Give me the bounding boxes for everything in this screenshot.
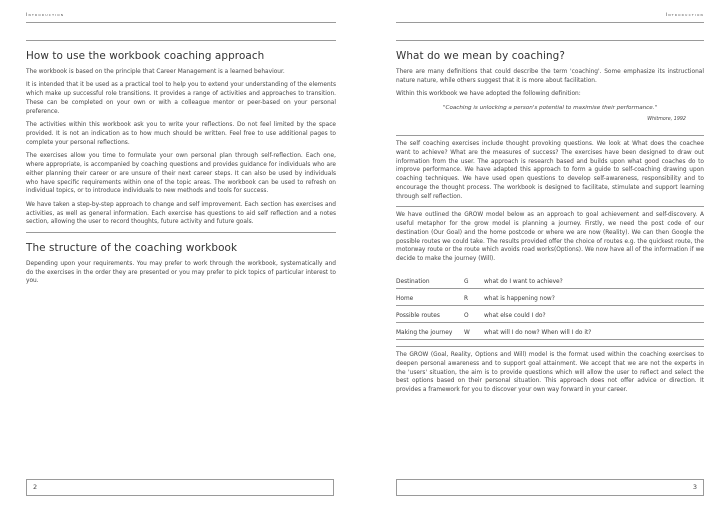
- grow-row-goal: [396, 272, 704, 289]
- section-title-workbook-approach: How to use the workbook coaching approach: [26, 50, 265, 62]
- grow-stage: Home: [396, 295, 414, 302]
- paragraph: It is intended that it be used as a practical tool to help you to extend your understanding of the elements which make up successful role transitions. It provides a range of activities and approaches to transition. These can be completed on your own or with a colleague mentor or peer-based on your personal preference.: [26, 82, 336, 115]
- header-rule: [26, 22, 336, 23]
- coaching-quote: "Coaching is unlocking a person's potential to maximise their performance.": [442, 104, 658, 111]
- paragraph: The exercises allow you time to formulate your own personal plan through self-reflection. Each one, where appropriate, is accompanied by coaching questions and provides guidance for individuals who are either planning their career or are unsure of their next career steps. It can also be used by individuals who have specific requirements within one of the topic areas. The workbook can be used to refresh on individual topics, or to introduce individuals to new methods and tools for success.: [26, 153, 336, 195]
- grow-row-options: [396, 306, 704, 323]
- grow-stage: Making the journey: [396, 329, 453, 336]
- page-number: 3: [692, 483, 697, 491]
- running-header: Introduction: [665, 13, 704, 18]
- grow-row-will: [396, 323, 704, 340]
- grow-letter: W: [464, 329, 470, 336]
- paragraph: The activities within this workbook ask you to write your reflections. Do not feel limited by the space provided. It is not an indication as to how much should be written. Feel free to use additional pages to complete your personal reflections.: [26, 122, 336, 146]
- right-page: [364, 0, 728, 515]
- paragraph: We have taken a step-by-step approach to change and self improvement. Each section has exercises and activities, as well as general information. Each exercise has questions to aid self reflection and a notes section, allowing the user to record thoughts, future activity and future goals.: [26, 201, 336, 226]
- right-content: [396, 40, 704, 400]
- quote-attribution: Whitmore, 1992: [647, 117, 686, 123]
- paragraph: The workbook is based on the principle that Career Management is a learned behaviour.: [26, 69, 285, 75]
- paragraph: Depending upon your requirements. You may prefer to work through the workbook, systematically and do the exercises in the order they are presented or you may prefer to pick topics of particular interest to you.: [26, 260, 336, 285]
- grow-question: what do I want to achieve?: [484, 278, 563, 285]
- section-rule: [396, 135, 704, 136]
- paragraph: The GROW (Goal, Reality, Options and Will) model is the format used within the coaching exercises to deepen personal awareness and to support goal attainment. We accept that we are not the experts in the 'users' situation, the aim is to provide questions which will allow the user to reflect and select the best options based on their personal situation. This approach does not offer advice or direction. It provides a framework for you to discover your own way forward in your career.: [396, 351, 704, 394]
- grow-stage: Destination: [396, 278, 430, 285]
- left-content: [26, 40, 336, 291]
- grow-letter: O: [464, 312, 469, 319]
- section-title-coaching: What do we mean by coaching?: [396, 50, 565, 62]
- header-rule: [396, 22, 704, 23]
- grow-question: what will I do now? When will I do it?: [484, 329, 592, 336]
- grow-question: what is happening now?: [484, 295, 555, 302]
- grow-row-reality: [396, 289, 704, 306]
- section-rule: [396, 206, 704, 207]
- paragraph: There are many definitions that could describe the term 'coaching'. Some emphasize its instructional nature nature, while others suggest that it is more about facilitation.: [396, 69, 704, 84]
- grow-model-table: [396, 272, 704, 340]
- section-title-structure: The structure of the coaching workbook: [26, 241, 238, 254]
- grow-stage: Possible routes: [396, 312, 440, 319]
- grow-question: what else could I do?: [484, 312, 546, 319]
- paragraph: The self coaching exercises include thought provoking questions. We look at What does the coachee want to achieve? What are the measures of success? The exercises have been designed to draw out information from the user. The approach is research based and builds upon what good coaches do to improve performance. We have adapted this approach to form a guide to self-coaching drawing upon coaching techniques. We have used open questions to develop self-awareness, responsibility and to encourage the thought process. The workbook is designed to facilitate, stimulate and support learning through self reflection.: [396, 140, 704, 200]
- grow-letter: G: [464, 278, 469, 285]
- page-footer: [26, 479, 334, 496]
- section-rule: [396, 346, 704, 347]
- running-header: Introduction: [26, 13, 65, 18]
- grow-letter: R: [464, 295, 469, 302]
- paragraph: Within this workbook we have adopted the following definition:: [396, 91, 581, 98]
- page-footer: [396, 479, 704, 496]
- page-number: 2: [33, 483, 38, 491]
- paragraph: We have outlined the GROW model below as an approach to goal achievement and self-discovery. A useful metaphor for the grow model is planning a journey. Firstly, we need the post code of our destination (Our Goal) and the home postcode or where we are now (Reality). We can then Google the possible routes we could take. The results provided offer the choice of routes e.g. the quickest route, the motorway route or the route which avoids road works(Options). We now have all of the information if we decide to make the journey (Will).: [396, 212, 704, 263]
